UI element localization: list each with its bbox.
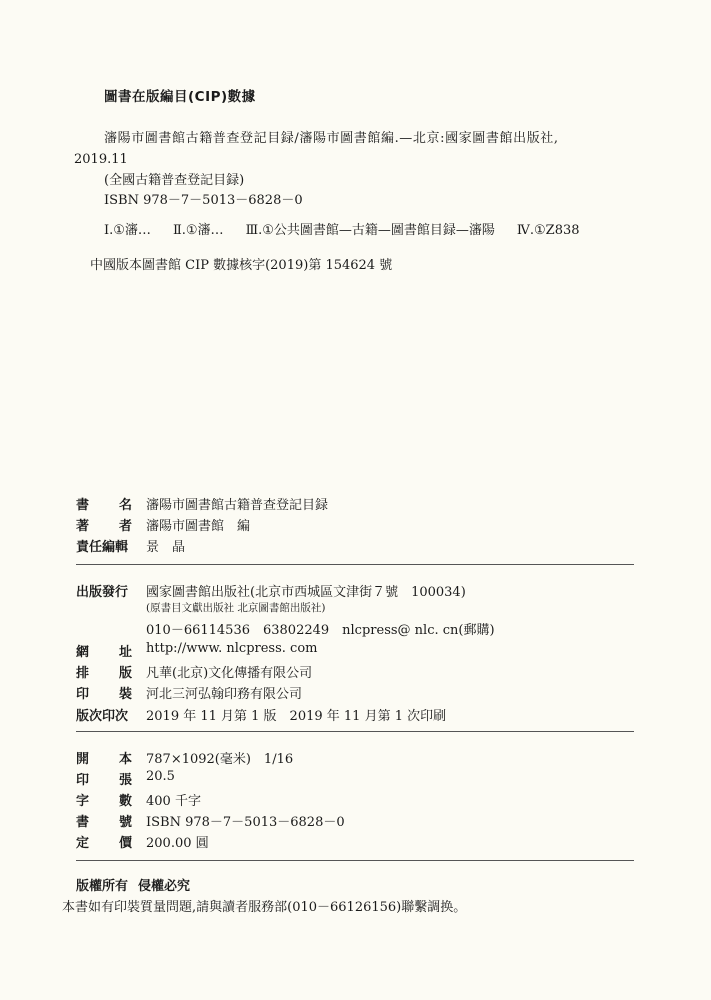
- label-sheets: 印 張: [76, 773, 132, 788]
- classification-item: Ⅲ.①公共圖書館—古籍—圖書館目録—瀋陽: [245, 223, 495, 238]
- info-row-publisher: [76, 581, 636, 599]
- cip-isbn: ISBN 978－7－5013－6828－0: [104, 193, 303, 208]
- label-isbn: 書 號: [76, 815, 132, 830]
- label-printer: 印 裝: [76, 687, 132, 702]
- divider: [76, 860, 634, 861]
- info-row-edition: [76, 705, 636, 723]
- label-typeset: 排 版: [76, 666, 132, 681]
- info-row-words: [76, 790, 636, 808]
- label-title: 書 名: [76, 498, 132, 513]
- publisher-contact: 010－66114536 63802249 nlcpress@ nlc. cn(郵購): [146, 623, 495, 638]
- info-row-sheets: [76, 769, 636, 787]
- rights-note: 本書如有印裝質量問題,請與讀者服務部(010－66126156)聯繫調换。: [62, 900, 467, 915]
- info-row-author: [76, 515, 636, 533]
- book-editor: 景 晶: [146, 540, 186, 555]
- info-row-isbn: [76, 811, 636, 829]
- publisher-former-names: (原書目文獻出版社 北京圖書館出版社): [146, 602, 326, 614]
- format: 787×1092(毫米) 1/16: [146, 752, 294, 767]
- info-row-format: [76, 748, 636, 766]
- cip-series: (全國古籍普查登記目録): [104, 173, 245, 188]
- word-count: 400 千字: [146, 794, 201, 809]
- printed-sheets: 20.5: [146, 769, 175, 784]
- typesetter: 凡華(北京)文化傳播有限公司: [146, 666, 313, 681]
- label-website: 網 址: [76, 645, 132, 660]
- label-words: 字 數: [76, 794, 132, 809]
- cip-record-number: 中國版本圖書館 CIP 數據核字(2019)第 154624 號: [90, 258, 393, 273]
- info-row-title: [76, 494, 636, 512]
- info-row-price: [76, 832, 636, 850]
- label-publisher: 出版發行: [76, 585, 129, 600]
- label-format: 開 本: [76, 752, 132, 767]
- cip-classification: [104, 223, 580, 239]
- divider: [76, 564, 634, 565]
- book-title: 瀋陽市圖書館古籍普查登記目録: [146, 498, 329, 513]
- price: 200.00 圓: [146, 836, 209, 851]
- website: http://www. nlcpress. com: [146, 641, 318, 656]
- info-row-editor: [76, 536, 636, 554]
- cip-description: 瀋陽市圖書館古籍普查登記目録/瀋陽市圖書館編.—北京:國家圖書館出版社,: [104, 131, 559, 146]
- info-row-phone: [76, 619, 636, 637]
- label-author: 著 者: [76, 519, 132, 534]
- info-row-printer: [76, 683, 636, 701]
- book-author: 瀋陽市圖書館 編: [146, 519, 251, 534]
- cip-description-date: 2019.11: [74, 152, 128, 167]
- publisher: 國家圖書館出版社(北京市西城區文津街７號 100034): [146, 585, 466, 600]
- label-price: 定 價: [76, 836, 132, 851]
- classification-item: Ⅱ.①瀋…: [172, 223, 224, 238]
- isbn: ISBN 978－7－5013－6828－0: [146, 815, 345, 830]
- label-edition: 版次印次: [76, 709, 129, 724]
- edition: 2019 年 11 月第 1 版 2019 年 11 月第 1 次印刷: [146, 709, 447, 724]
- rights-heading: 版權所有 侵權必究: [76, 879, 191, 894]
- info-row-website: [76, 641, 636, 659]
- info-row-typeset: [76, 662, 636, 680]
- label-editor: 責任編輯: [76, 540, 129, 555]
- classification-item: Ⅳ.①Z838: [516, 223, 580, 238]
- divider: [76, 731, 634, 732]
- cip-heading: 圖書在版編目(CIP)數據: [104, 89, 256, 105]
- info-row-publisher-former: [76, 600, 636, 618]
- printer: 河北三河弘翰印務有限公司: [146, 687, 303, 702]
- classification-item: Ⅰ.①瀋…: [104, 223, 151, 238]
